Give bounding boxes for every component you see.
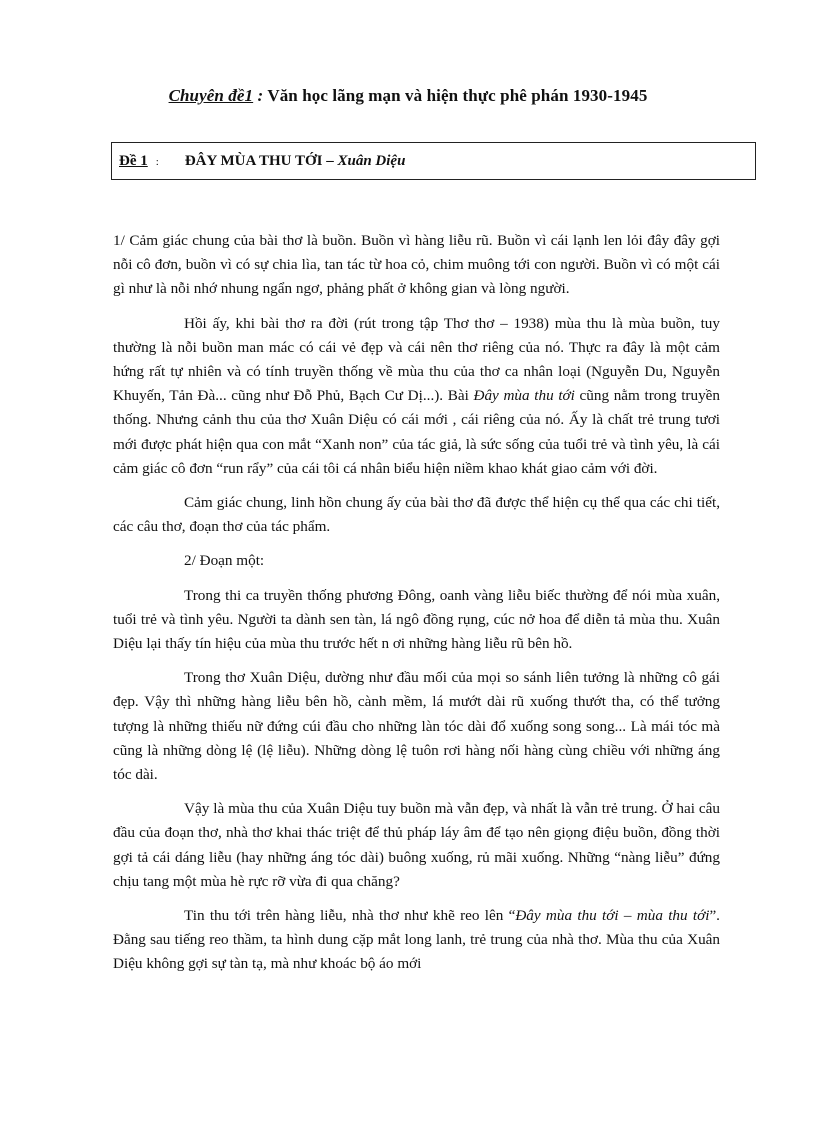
- paragraph-6: Trong thơ Xuân Diệu, dường như đầu mối của mọi so sánh liên tưởng là những cô gái đẹp. Vậy thì những hàng liễu bên hồ, cành mềm, lá mướt dài rũ xuống thướt tha, có thể tưởng tượng là những thiếu nữ đứng cúi đầu cho những làn tóc dài đổ xuống song song... Là mái tóc mà cũng là những dòng lệ (lệ liễu). Những dòng lệ tuôn rơi hàng nối hàng cùng chiều với những áng tóc dài.: [113, 669, 720, 784]
- document-title: [0, 86, 816, 106]
- paragraph-2-part-1: Hồi ấy, khi bài thơ ra đời (rút trong tập Thơ thơ – 1938) mùa thu là mùa buồn, tuy thường là nỗi buồn man mác có cái vẻ đẹp và cái nên thơ riêng của nó. Thực ra đây là một cảm hứng rất tự nhiên và có tính truyền thống về mùa thu của thơ ca nhân loại (Nguyễn Du, Nguyễn Khuyến, Tản Đà... cũng như Đỗ Phủ, Bạch Cư Dị...). Bài: [113, 314, 720, 405]
- section-heading-box: [111, 142, 756, 180]
- subheading-doan-mot: 2/ Đoạn một:: [184, 552, 265, 570]
- paragraph-7: Vậy là mùa thu của Xuân Diệu tuy buồn mà vẫn đẹp, và nhất là vẫn trẻ trung. Ở hai câu đầu của đoạn thơ, nhà thơ khai thác triệt để thủ pháp láy âm để tạo nên giọng điệu buồn, đồng thời gợi tả cái dáng liễu (hay những áng tóc dài) buông xuống, rủ mãi xuống. Những “nàng liễu” đứng chịu tang một mùa hè rực rỡ vừa đi qua chăng?: [113, 800, 720, 890]
- paragraph-2-part-2: cũng nằm trong truyền thống. Nhưng cảnh thu của thơ Xuân Diệu có cái mới , cái riêng của nó. Ấy là chất trẻ trung tươi mới được phát hiện qua con mắt “Xanh non” của tác giả, là sức sống của tuổi trẻ và tình yêu, là cái cảm giác cô đơn “run rẩy” của cái tôi cá nhân biểu hiện niềm khao khát giao cảm với đời.: [113, 387, 721, 477]
- paragraph-2: [113, 312, 720, 481]
- title-colon: :: [253, 86, 264, 105]
- paragraph-8-part-2: ”. Đằng sau tiếng reo thầm, ta hình dung cặp mắt long lanh, trẻ trung của nhà thơ. Mùa thu của Xuân Diệu không gợi sự tàn tạ, mà như khoác bộ áo mới: [113, 907, 720, 973]
- topic-label: Chuyên đề1: [168, 86, 254, 105]
- paragraph-5: Trong thi ca truyền thống phương Đông, oanh vàng liễu biếc thường để nói mùa xuân, tuổi trẻ và tình yêu. Người ta dành sen tàn, lá ngô đồng rụng, cúc nở hoa để diễn tả mùa thu. Xuân Diệu lại thấy tín hiệu của mùa thu trước hết n ơi những hàng liễu rũ bên hồ.: [113, 586, 720, 653]
- paragraph-8-part-1: Tin thu tới trên hàng liễu, nhà thơ như khẽ reo lên “: [184, 907, 516, 925]
- paragraph-1: 1/ Cảm giác chung của bài thơ là buồn. Buồn vì hàng liễu rũ. Buồn vì cái lạnh len lỏi đây đây gợi nỗi cô đơn, buồn vì có sự chia lìa, tan tác từ hoa cỏ, chim muông tới con người. Buồn vì có một cái gì như là nỗi nhớ nhung ngẩn ngơ, phảng phất ở không gian và lòng người.: [113, 232, 720, 298]
- section-label: Đề 1: [119, 153, 148, 169]
- section-heading: [119, 153, 405, 170]
- paragraph-3: Cảm giác chung, linh hồn chung ấy của bài thơ đã được thể hiện cụ thể qua các chi tiết, các câu thơ, đoạn thơ của tác phẩm.: [113, 494, 720, 536]
- section-heading-text: ĐÂY MÙA THU TỚI –: [184, 153, 338, 169]
- paragraph-8: [113, 904, 720, 977]
- title-text: Văn học lãng mạn và hiện thực phê phán 1930-1945: [263, 86, 648, 105]
- poem-title-italic: Đây mùa thu tới: [473, 387, 575, 405]
- section-colon: :: [155, 156, 159, 168]
- document-body: [113, 229, 720, 987]
- section-author: Xuân Diệu: [337, 153, 406, 169]
- poem-quote-italic: Đây mùa thu tới – mùa thu tới: [515, 907, 710, 925]
